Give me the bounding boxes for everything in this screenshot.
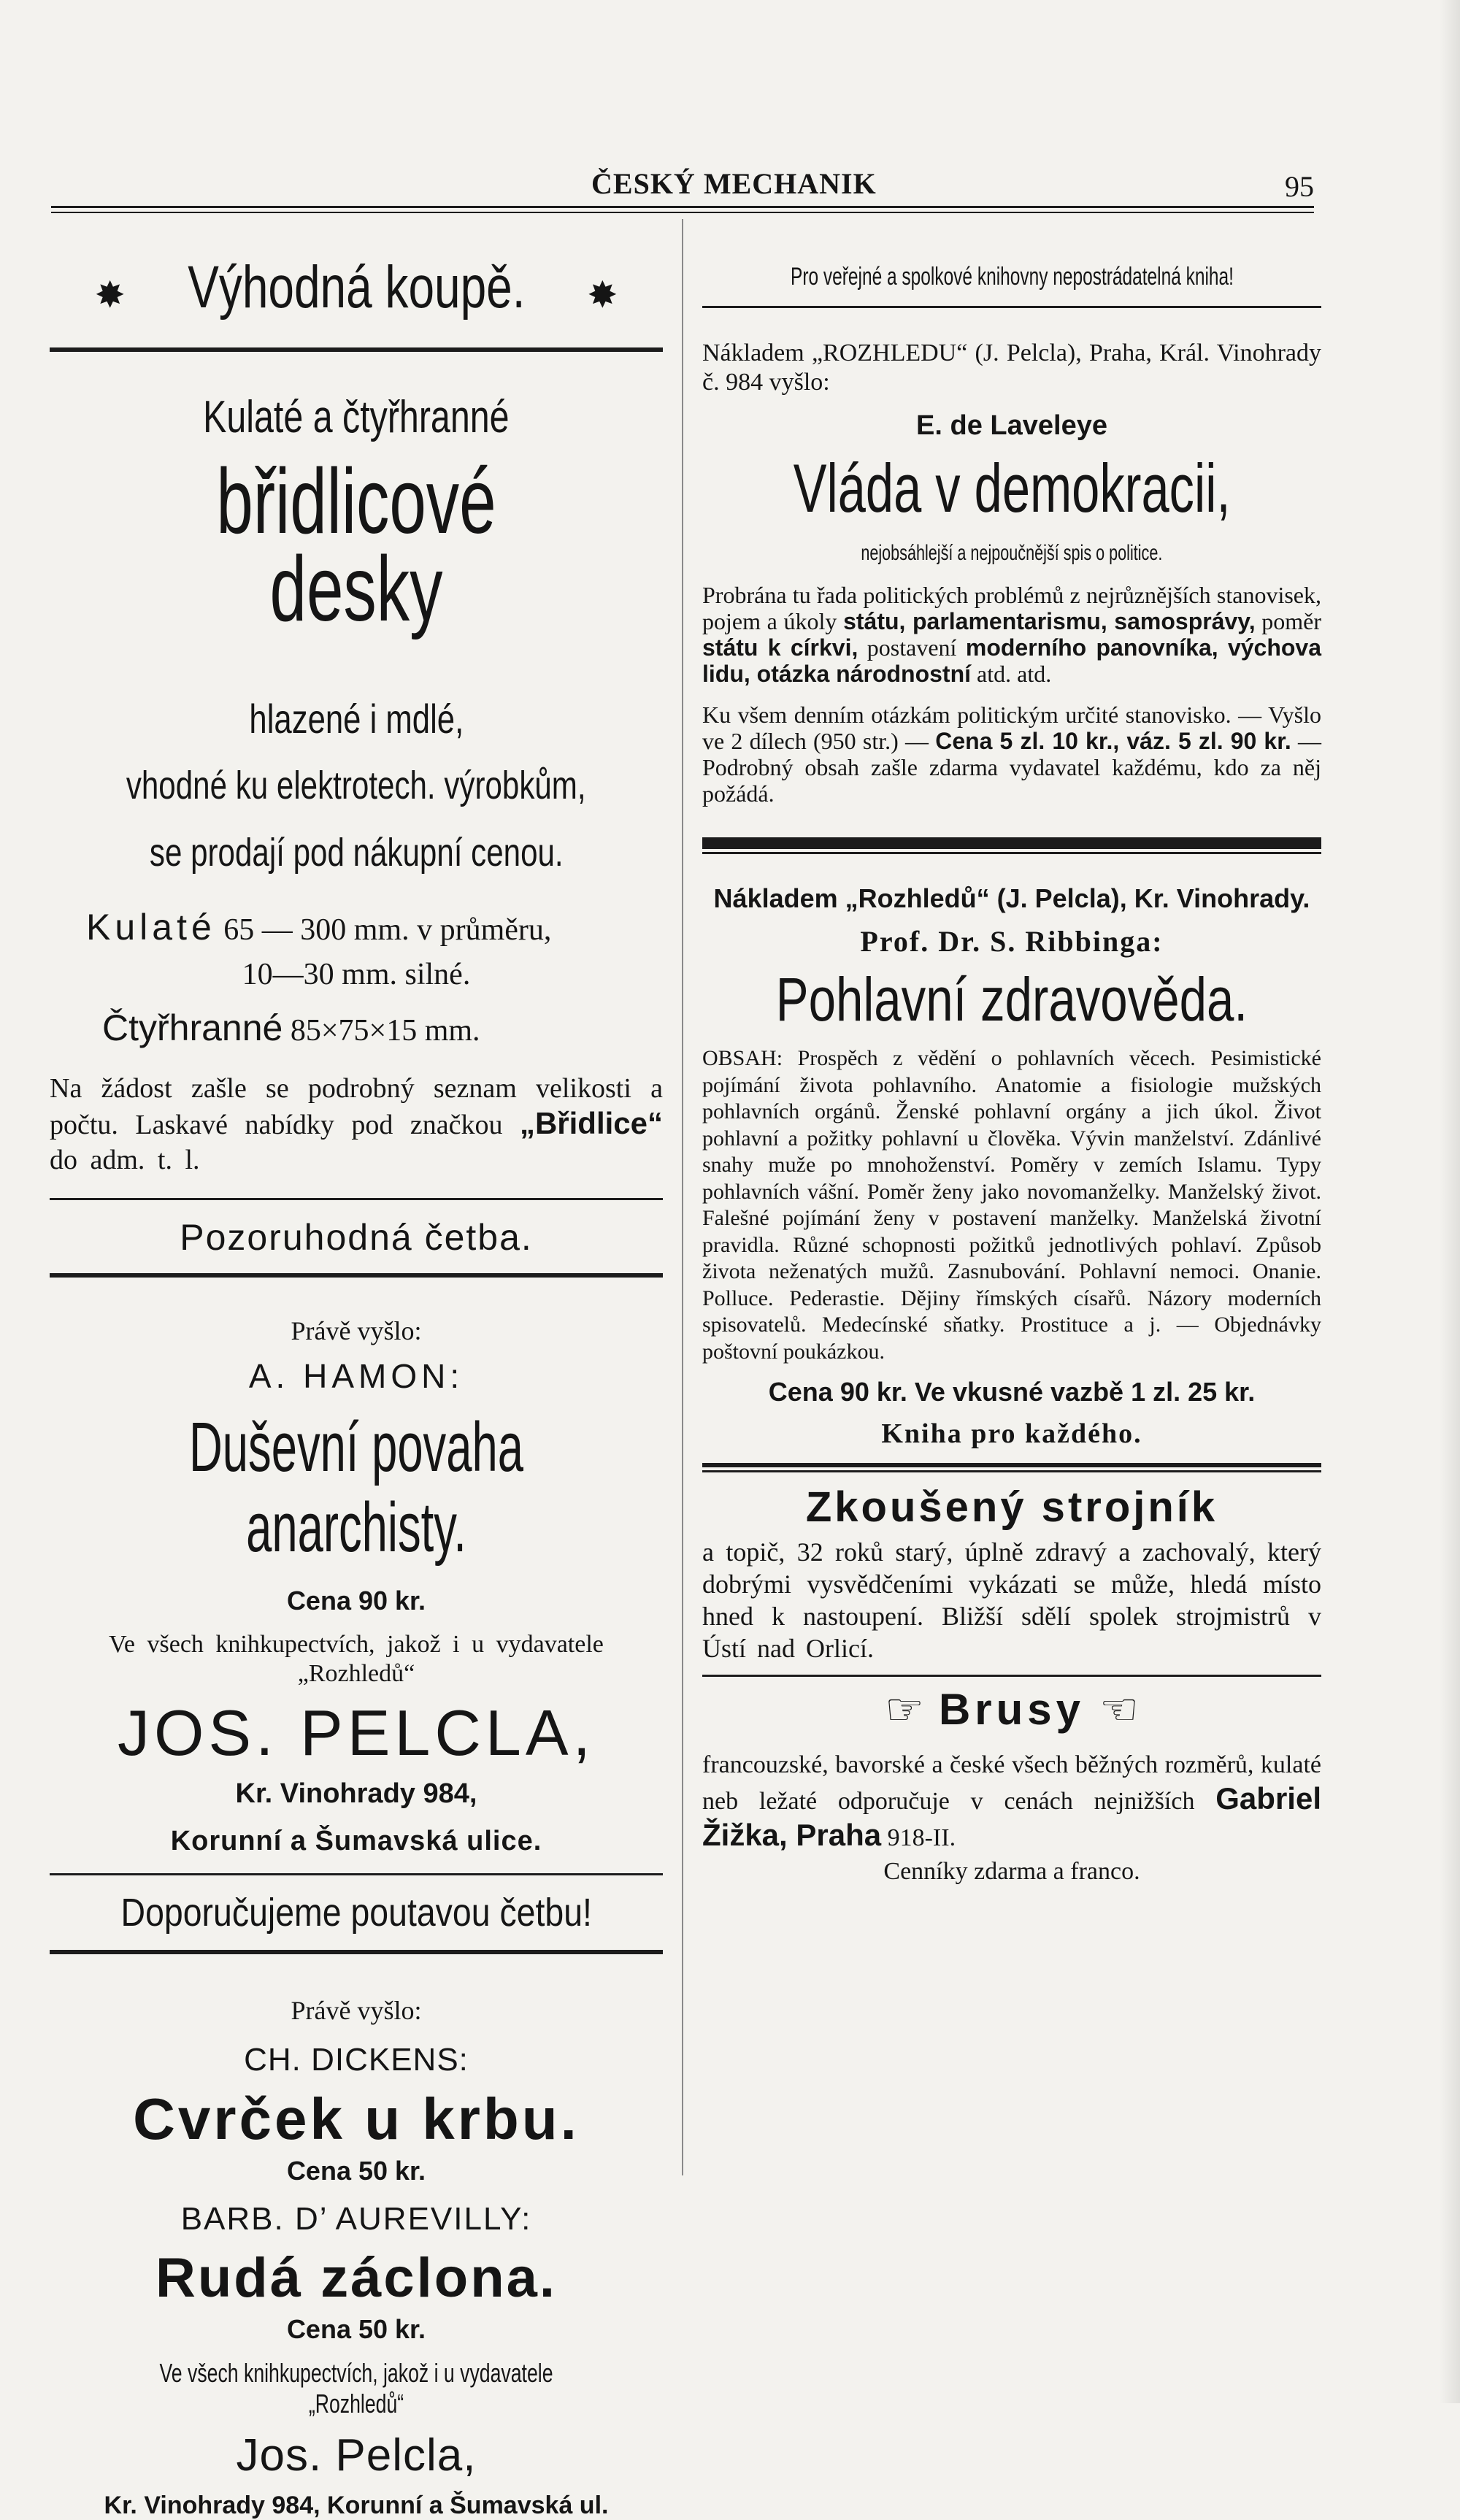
ad-brusy — [702, 1684, 1321, 1886]
desc-text: atd. atd. — [977, 661, 1052, 687]
divider — [50, 1950, 663, 1954]
book-recommendation — [702, 702, 1321, 807]
ad-recommended — [50, 1890, 663, 2520]
publisher-address: Korunní a Šumavská ulice. — [170, 1826, 542, 1856]
book-title: Vláda v demokracii, — [793, 450, 1231, 526]
ad-title — [50, 256, 663, 327]
divider — [702, 1470, 1321, 1472]
right-column — [702, 219, 1321, 1886]
publisher-address: Kr. Vinohrady 984, — [235, 1778, 477, 1809]
ad-heading: Pozoruhodná četba. — [180, 1217, 533, 1258]
ad-line: hlazené i mdlé, — [249, 696, 464, 742]
ad-paragraph-end: do adm. t. l. — [50, 1145, 200, 1175]
kulate-text: 65 — 300 mm. v průměru, — [223, 913, 552, 947]
ad-note: „Rozhledů“ — [297, 1660, 415, 1687]
journal-title: ČESKÝ MECHANIK — [591, 167, 877, 200]
book-description — [702, 582, 1321, 687]
pointing-hand-icon: ☞ — [885, 1686, 924, 1734]
divider — [50, 347, 663, 352]
ad-text — [702, 1748, 1321, 1855]
header-rule — [51, 206, 1314, 208]
ad-note: Ve všech knihkupectvích, jakož i u vydavatele — [109, 1631, 604, 1658]
left-column — [50, 219, 663, 2520]
book-title: Pohlavní zdravověda. — [775, 965, 1248, 1034]
kulate-label: Kulaté — [86, 907, 216, 948]
ad-heading: Zkoušený strojník — [805, 1483, 1218, 1531]
recommend-text: Ku všem denním otázkám politickým určité stanovisko. — Vyšlo ve 2 dílech (950 str.) — — [702, 702, 1321, 754]
publisher-name: JOS. PELCLA, — [117, 1697, 595, 1769]
desc-text: postavení — [867, 634, 957, 661]
ad-line: vhodné ku elektrotech. výrobkům, — [126, 764, 586, 807]
desc-text: Probrána tu řada politických problémů z nejrůznějších stanovisek, pojem a úkoly — [702, 582, 1321, 634]
book-title: Cvrček u krbu. — [133, 2086, 580, 2151]
book-author: CH. DICKENS: — [244, 2042, 469, 2078]
book-author: A. HAMON: — [248, 1357, 464, 1395]
divider — [702, 1675, 1321, 1677]
ad-title-text: Výhodná koupě. — [187, 254, 526, 320]
star-icon: ✸ — [94, 274, 126, 315]
book-author: E. de Laveleye — [916, 410, 1107, 441]
ad-headline: břidlicové desky — [216, 450, 496, 640]
book-author: BARB. D’ AUREVILLY: — [180, 2201, 532, 2237]
ad-code: „Břidlice“ — [519, 1106, 664, 1140]
ad-top-line: Pro veřejné a spolkové knihovny nepostrádatelná kniha! — [790, 263, 1234, 291]
desc-emphasis: moderního panovníka, výchova lidu, otázka národnostní — [702, 634, 1322, 687]
desc-emphasis: státu, parlamentarismu, samosprávy, — [843, 608, 1256, 634]
divider — [702, 852, 1321, 854]
kulate-text-2: 10—30 mm. silné. — [242, 958, 471, 991]
ad-note: Cenníky zdarma a franco. — [883, 1858, 1140, 1885]
book-tagline: nejobsáhlejší a nejpoučnější spis o politice. — [861, 541, 1163, 565]
desc-emphasis: státu k církvi, — [702, 634, 858, 661]
book-price: Cena 5 zl. 10 kr., váz. 5 zl. 90 kr. — [935, 728, 1291, 754]
ad-slate-plates — [50, 256, 663, 1200]
ad-note: Právě vyšlo: — [291, 1316, 422, 1345]
column-separator — [682, 219, 683, 2175]
ad-hamon — [50, 1216, 663, 1875]
ad-paragraph: Na žádost zašle se podrobný seznam velikosti a počtu. Laskavé nabídky pod značkou — [50, 1073, 663, 1140]
book-price: Cena 90 kr. — [286, 1586, 426, 1616]
book-imprint: Nákladem „ROZHLEDU“ (J. Pelcla), Praha, Král. Vinohrady č. 984 vyšlo: — [702, 339, 1321, 396]
ad-note: Ve všech knihkupectvích, jakož i u vydavatele „Rozhledů“ — [159, 2358, 553, 2419]
divider — [702, 306, 1321, 308]
page-number: 95 — [1285, 170, 1314, 203]
book-title: Rudá záclona. — [155, 2247, 557, 2309]
ad-machinist — [702, 1483, 1321, 1677]
divider — [702, 1463, 1321, 1467]
ad-subtitle: Kulaté a čtyřhranné — [203, 392, 510, 442]
ad-heading: Doporučujeme poutavou četbu! — [120, 1891, 592, 1935]
book-price: Cena 50 kr. — [286, 2314, 426, 2344]
star-icon: ✸ — [587, 274, 618, 315]
ad-text: a topič, 32 roků starý, úplně zdravý a zachovalý, který dobrými vysvědčeními vykázati se může, hledá místo hned k nastoupení. Bližší sdělí spolek strojmistrů v Ústí nad Orlicí. — [702, 1537, 1321, 1663]
publisher-name: Jos. Pelcla, — [236, 2430, 477, 2481]
book-author: Prof. Dr. S. Ribbinga: — [860, 925, 1164, 958]
book-price: Cena 50 kr. — [286, 2156, 426, 2186]
recommend-text: — Podrobný obsah zašle zdarma vydavatel každému, kdo za něj požádá. — [702, 728, 1322, 807]
divider — [702, 837, 1321, 849]
book-imprint: Nákladem „Rozhledů“ (J. Pelcla), Kr. Vinohrady. — [713, 883, 1310, 913]
book-price: Cena 90 kr. Ve vkusné vazbě 1 zl. 25 kr. — [768, 1377, 1256, 1407]
header-rule-2 — [51, 212, 1314, 213]
ad-note: Právě vyšlo: — [291, 1996, 422, 2025]
ctyrhranne-text: 85×75×15 mm. — [290, 1014, 480, 1048]
ad-heading: Brusy — [938, 1685, 1086, 1734]
desc-text: poměr — [1261, 608, 1322, 634]
publisher-address: Kr. Vinohrady 984, Korunní a Šumavská ul. — [104, 2492, 609, 2519]
page-edge-shadow — [1440, 0, 1460, 2403]
divider — [50, 1273, 663, 1278]
book-title: Duševní povaha anarchisty. — [189, 1408, 523, 1567]
ad-slogan: Kniha pro každého. — [881, 1418, 1142, 1449]
divider — [50, 1198, 663, 1200]
ad-ribbing — [702, 883, 1321, 1472]
book-contents: OBSAH: Prospěch z vědění o pohlavních věcech. Pesimistické pojímání života pohlavního. Anatomie a fisiologie mužských pohlavních orgánů. Ženské pohlavní orgány a jich úkol. Život pohlavní a požitky pohlavní u člověka. Vývin manželství. Zdánlivé snahy muže po mnohoženství. Poměry v zemích Islamu. Typy pohlavních vášní. Poměr ženy jako novomanželky. Manželský život. Falešné pojímání ženy v postavení manželky. Manželská životní pravidla. Různé schopnosti požitků jednotlivých pohlaví. Způsob života neženatých mužů. Zasnubování. Pohlavní nemoci. Onanie. Polluce. Pederastie. Dějiny římských císařů. Názory moderních spisovatelů. Medecínské sňatky. Prostituce a j. — Objednávky poštovní poukázkou. — [702, 1046, 1321, 1364]
ctyrhranne-label: Čtyřhranné — [102, 1007, 283, 1048]
ad-text-main: francouzské, bavorské a české všech běžných rozměrů, kulaté neb ležaté odporučuje v cenách nejnižších — [702, 1751, 1321, 1815]
running-header — [51, 166, 1314, 210]
ad-line: se prodají pod nákupní cenou. — [149, 831, 564, 875]
merchant-name: Gabriel Žižka, Praha — [702, 1781, 1321, 1852]
pointing-hand-icon: ☜ — [1099, 1686, 1139, 1734]
divider — [50, 1873, 663, 1875]
ad-laveleye — [702, 263, 1321, 854]
merchant-number: 918-II. — [887, 1824, 956, 1851]
